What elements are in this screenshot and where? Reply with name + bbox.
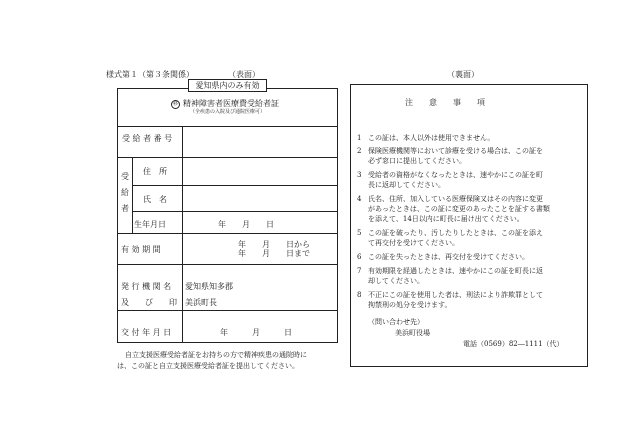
footnote-line-1: 自立支援医療受給者証をお持ちの方で精神疾患の通院時に [125, 351, 307, 359]
front-side-label: （表面） [228, 70, 260, 79]
birthdate-label: 生年月日 [134, 220, 166, 229]
birthdate-value: 年 月 日 [218, 220, 274, 229]
name-label: 氏 名 [143, 195, 167, 204]
note-item-2-cont: 必ず窓口に提出してください。 [368, 157, 466, 165]
note-item-7-cont: 却してください。 [368, 277, 424, 285]
address-label: 住 所 [143, 167, 167, 176]
issue-date-label: 交 付 年 月 日 [121, 328, 172, 337]
certificate-title-text: 精神障害者医療費受給者証 [183, 99, 279, 108]
note-item-5-cont: て再交付を受けてください。 [368, 239, 459, 247]
certificate-subtitle: （全疾患の入院及び通院医療可） [190, 109, 266, 115]
issuer-name-1: 愛知県知多郡 [185, 282, 233, 291]
certificate-title [171, 99, 279, 109]
note-item-7: 7 有効期限を経過したときは、速やかにこの証を町長に返 [357, 267, 543, 275]
footnote-line-2: は、この証と自立支援医療受給者証を提出してください。 [117, 362, 299, 370]
issuer-label-1: 発 行 機 関 名 [121, 282, 172, 291]
contact-office: 美浜町役場 [395, 329, 430, 337]
recipient-number-label: 受 給 者 番 号 [122, 134, 173, 143]
note-item-3: 3 受給者の資格がなくなったときは、速やかにこの証を町 [357, 171, 543, 179]
note-item-4: 4 氏名、住所、加入している医療保険又はその内容に変更 [357, 195, 543, 203]
validity-label: 有 効 期 間 [121, 245, 161, 254]
form-label: 様式第１（第３条関係） [106, 70, 194, 79]
back-side-label: （裏面） [447, 70, 479, 79]
issue-date-value: 年 月 日 [220, 328, 292, 337]
recipient-group-label: 受給者 [120, 172, 130, 220]
validity-to: 年 月 日まで [238, 249, 310, 258]
contact-label: （問い合わせ先） [368, 318, 424, 326]
note-item-6: 6 この証を失ったときは、再交付を受けてください。 [357, 253, 529, 261]
seal-icon: 移 [172, 100, 178, 107]
notes-heading: 注 意 事 項 [405, 98, 485, 107]
note-item-8: 8 不正にこの証を使用した者は、刑法により詐欺罪として [357, 291, 543, 299]
validity-from: 年 月 日から [238, 240, 310, 249]
issuer-name-2: 美浜町長 [185, 298, 217, 307]
note-item-1: 1 この証は、本人以外は使用できません。 [357, 134, 495, 142]
note-item-8-cont: 拘禁刑の処分を受けます。 [368, 301, 452, 309]
note-item-4-cont-1: があったときは、この証に変更のあったことを証する書類 [368, 205, 550, 213]
note-item-4-cont-2: を添えて、14日以内に町長に届け出てください。 [368, 215, 524, 223]
region-validity-tab: 愛知県内のみ有効 [188, 79, 267, 92]
note-item-5: 5 この証を破ったり、汚したりしたときは、この証を添え [357, 229, 543, 237]
contact-phone: 電話（0569）82―1111（代） [463, 340, 564, 348]
issuer-label-2: 及 び 印 [121, 298, 177, 307]
note-item-2: 2 保険医療機関等において診療を受ける場合は、この証を [357, 147, 543, 155]
note-item-3-cont: 長に返却してください。 [368, 181, 445, 189]
